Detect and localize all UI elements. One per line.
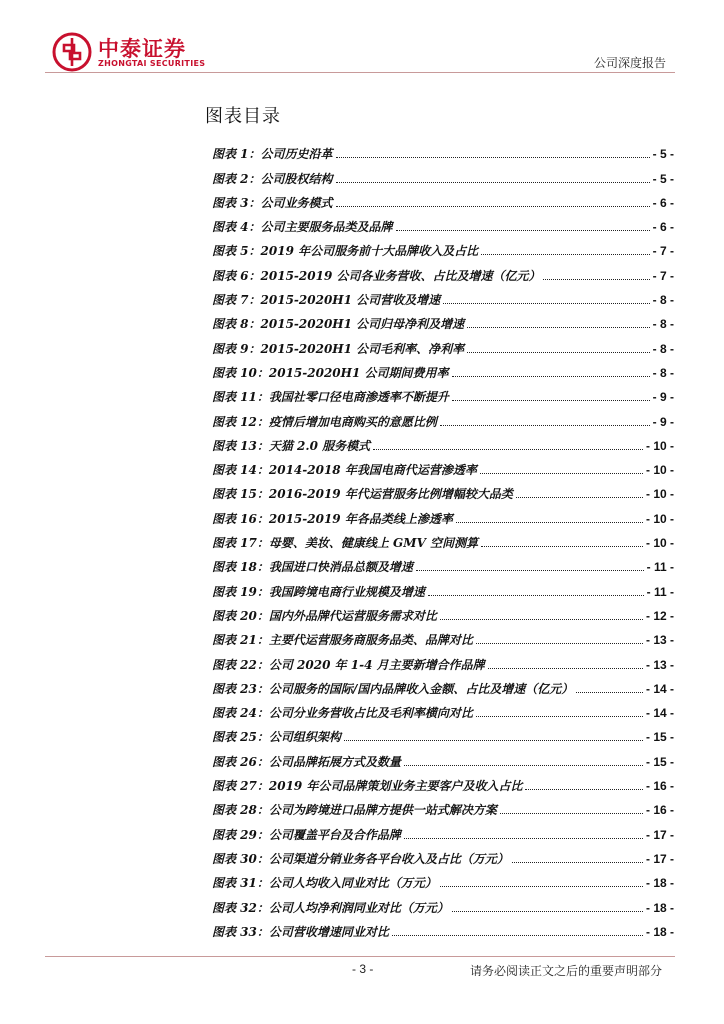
toc-entry[interactable] <box>212 551 674 575</box>
toc-entry[interactable] <box>212 430 674 454</box>
toc-dot-leader <box>404 765 643 766</box>
toc-entry-label: 图表 12：疫情后增加电商购买的意愿比例 <box>212 414 437 429</box>
toc-entry-page: - 8 - <box>652 317 674 332</box>
toc-entry-label: 图表 26：公司品牌拓展方式及数量 <box>212 754 401 769</box>
page-header <box>0 0 724 80</box>
toc-entry-page: - 18 - <box>645 900 674 915</box>
toc-entry-label: 图表 5：2019 年公司服务前十大品牌收入及占比 <box>212 244 479 259</box>
toc-entry-page: - 6 - <box>652 220 674 235</box>
toc-dot-leader <box>344 740 643 741</box>
toc-entry[interactable] <box>212 867 674 891</box>
toc-entry-page: - 18 - <box>645 876 674 891</box>
toc-entry[interactable] <box>212 332 674 356</box>
toc-entry[interactable] <box>212 138 674 162</box>
toc-entry[interactable] <box>212 454 674 478</box>
toc-dot-leader <box>392 935 643 936</box>
toc-entry[interactable] <box>212 502 674 526</box>
toc-entry-label: 图表 25：公司组织架构 <box>212 730 341 745</box>
toc-entry[interactable] <box>212 648 674 672</box>
toc-entry[interactable] <box>212 673 674 697</box>
toc-entry[interactable] <box>212 818 674 842</box>
toc-dot-leader <box>440 425 650 426</box>
toc-dot-leader <box>543 279 649 280</box>
toc-entry-page: - 10 - <box>645 511 674 526</box>
toc-entry[interactable] <box>212 575 674 599</box>
toc-entry-label: 图表 22：公司 2020 年 1-4 月主要新增合作品牌 <box>212 657 485 672</box>
toc-entry-page: - 13 - <box>645 633 674 648</box>
toc-dot-leader <box>440 619 643 620</box>
toc-entry-label: 图表 10：2015-2020H1 公司期间费用率 <box>212 365 449 380</box>
toc-entry-page: - 10 - <box>645 487 674 502</box>
toc-entry-page: - 10 - <box>645 438 674 453</box>
toc-dot-leader <box>476 643 643 644</box>
toc-dot-leader <box>512 862 643 863</box>
toc-entry-label: 图表 29：公司覆盖平台及合作品牌 <box>212 827 401 842</box>
footer-divider <box>45 956 675 957</box>
toc-entry-label: 图表 3：公司业务模式 <box>212 195 333 210</box>
toc-entry-label: 图表 9：2015-2020H1 公司毛利率、净利率 <box>212 341 465 356</box>
toc-entry-label: 图表 19：我国跨境电商行业规模及增速 <box>212 584 425 599</box>
footer-disclaimer: 请务必阅读正文之后的重要声明部分 <box>469 964 662 978</box>
zhongtai-logo-icon <box>52 32 92 72</box>
toc-entry-label: 图表 6：2015-2019 公司各业务营收、占比及增速（亿元） <box>212 268 541 283</box>
toc-dot-leader <box>404 838 643 839</box>
toc-entry-page: - 9 - <box>652 390 674 405</box>
toc-entry[interactable] <box>212 259 674 283</box>
toc-dot-leader <box>481 254 650 255</box>
toc-entry-page: - 11 - <box>646 560 674 575</box>
toc-entry-label: 图表 14：2014-2018 年我国电商代运营渗透率 <box>212 463 477 478</box>
toc-dot-leader <box>396 230 650 231</box>
toc-entry-label: 图表 21：主要代运营服务商服务品类、品牌对比 <box>212 633 473 648</box>
logo-chinese-text: 中泰证券 <box>98 37 186 61</box>
toc-entry[interactable] <box>212 381 674 405</box>
toc-dot-leader <box>452 911 643 912</box>
toc-entry[interactable] <box>212 794 674 818</box>
toc-entry-label: 图表 33：公司营收增速同业对比 <box>212 924 389 939</box>
toc-entry[interactable] <box>212 527 674 551</box>
toc-entry-label: 图表 31：公司人均收入同业对比（万元） <box>212 876 437 891</box>
toc-entry-page: - 14 - <box>645 681 674 696</box>
toc-dot-leader <box>456 522 643 523</box>
toc-entry[interactable] <box>212 284 674 308</box>
toc-dot-leader <box>480 473 643 474</box>
toc-entry-page: - 12 - <box>645 608 674 623</box>
toc-entry-label: 图表 8：2015-2020H1 公司归母净利及增速 <box>212 317 465 332</box>
toc-entry-page: - 5 - <box>652 147 674 162</box>
toc-dot-leader <box>428 595 644 596</box>
toc-entry-label: 图表 4：公司主要服务品类及品牌 <box>212 220 393 235</box>
toc-entry-page: - 15 - <box>645 754 674 769</box>
toc-entry[interactable] <box>212 770 674 794</box>
toc-entry-label: 图表 20：国内外品牌代运营服务需求对比 <box>212 608 437 623</box>
toc-entry-page: - 7 - <box>652 244 674 259</box>
company-logo <box>52 32 212 72</box>
toc-entry-label: 图表 1：公司历史沿革 <box>212 147 333 162</box>
toc-dot-leader <box>440 886 643 887</box>
toc-entry-page: - 8 - <box>652 341 674 356</box>
toc-entry-page: - 17 - <box>645 827 674 842</box>
toc-entry[interactable] <box>212 405 674 429</box>
logo-english-text: ZHONGTAI SECURITIES <box>98 59 206 68</box>
toc-entry-page: - 10 - <box>645 463 674 478</box>
toc-entry-label: 图表 27：2019 年公司品牌策划业务主要客户及收入占比 <box>212 779 523 794</box>
toc-entry-page: - 11 - <box>646 584 674 599</box>
toc-dot-leader <box>336 182 650 183</box>
toc-entry-page: - 7 - <box>652 268 674 283</box>
toc-dot-leader <box>488 668 643 669</box>
toc-dot-leader <box>336 157 650 158</box>
toc-entry[interactable] <box>212 721 674 745</box>
toc-dot-leader <box>481 546 643 547</box>
toc-entry-label: 图表 18：我国进口快消品总额及增速 <box>212 560 413 575</box>
toc-entry-page: - 14 - <box>645 706 674 721</box>
toc-entry[interactable] <box>212 843 674 867</box>
toc-list <box>212 138 674 940</box>
toc-entry[interactable] <box>212 308 674 332</box>
toc-dot-leader <box>576 692 643 693</box>
toc-dot-leader <box>467 352 649 353</box>
report-type-label: 公司深度报告 <box>593 56 666 70</box>
toc-entry[interactable] <box>212 357 674 381</box>
toc-entry[interactable] <box>212 211 674 235</box>
toc-entry-page: - 10 - <box>645 536 674 551</box>
toc-entry-label: 图表 13：天猫 2.0 服务模式 <box>212 438 371 453</box>
toc-entry[interactable] <box>212 891 674 915</box>
toc-dot-leader <box>452 376 650 377</box>
toc-entry-page: - 6 - <box>652 195 674 210</box>
toc-dot-leader <box>336 206 650 207</box>
toc-dot-leader <box>452 400 650 401</box>
toc-entry[interactable] <box>212 916 674 940</box>
toc-entry[interactable] <box>212 478 674 502</box>
toc-dot-leader <box>525 789 643 790</box>
toc-entry[interactable] <box>212 187 674 211</box>
toc-entry-page: - 13 - <box>645 657 674 672</box>
toc-entry[interactable] <box>212 600 674 624</box>
toc-dot-leader <box>500 813 643 814</box>
toc-entry-label: 图表 28：公司为跨境进口品牌方提供一站式解决方案 <box>212 803 497 818</box>
toc-entry-label: 图表 30：公司渠道分销业务各平台收入及占比（万元） <box>212 851 509 866</box>
toc-entry-label: 图表 11：我国社零口径电商渗透率不断提升 <box>212 390 449 405</box>
toc-entry[interactable] <box>212 697 674 721</box>
toc-entry-label: 图表 23：公司服务的国际/国内品牌收入金额、占比及增速（亿元） <box>212 681 574 696</box>
toc-dot-leader <box>373 449 643 450</box>
toc-entry-label: 图表 16：2015-2019 年各品类线上渗透率 <box>212 511 453 526</box>
toc-dot-leader <box>476 716 643 717</box>
toc-entry-page: - 18 - <box>645 924 674 939</box>
toc-dot-leader <box>516 497 643 498</box>
toc-entry-page: - 16 - <box>645 779 674 794</box>
toc-entry-page: - 16 - <box>645 803 674 818</box>
toc-entry-label: 图表 15：2016-2019 年代运营服务比例增幅较大品类 <box>212 487 513 502</box>
toc-dot-leader <box>467 327 649 328</box>
toc-entry-page: - 15 - <box>645 730 674 745</box>
toc-entry[interactable] <box>212 162 674 186</box>
toc-entry-page: - 9 - <box>652 414 674 429</box>
page-number: - 3 - <box>352 962 374 976</box>
toc-entry-page: - 17 - <box>645 851 674 866</box>
header-divider <box>45 72 675 73</box>
toc-entry-label: 图表 2：公司股权结构 <box>212 171 333 186</box>
toc-dot-leader <box>443 303 649 304</box>
toc-entry-label: 图表 32：公司人均净利润同业对比（万元） <box>212 900 449 915</box>
toc-entry[interactable] <box>212 235 674 259</box>
toc-dot-leader <box>416 570 644 571</box>
toc-entry[interactable] <box>212 745 674 769</box>
toc-entry-page: - 8 - <box>652 293 674 308</box>
toc-entry-label: 图表 7：2015-2020H1 公司营收及增速 <box>212 293 441 308</box>
toc-entry[interactable] <box>212 624 674 648</box>
toc-title: 图表目录 <box>205 106 281 127</box>
toc-entry-label: 图表 17：母婴、美妆、健康线上 GMV 空间测算 <box>212 536 479 551</box>
toc-entry-label: 图表 24：公司分业务营收占比及毛利率横向对比 <box>212 706 473 721</box>
toc-entry-page: - 8 - <box>652 365 674 380</box>
toc-entry-page: - 5 - <box>652 171 674 186</box>
